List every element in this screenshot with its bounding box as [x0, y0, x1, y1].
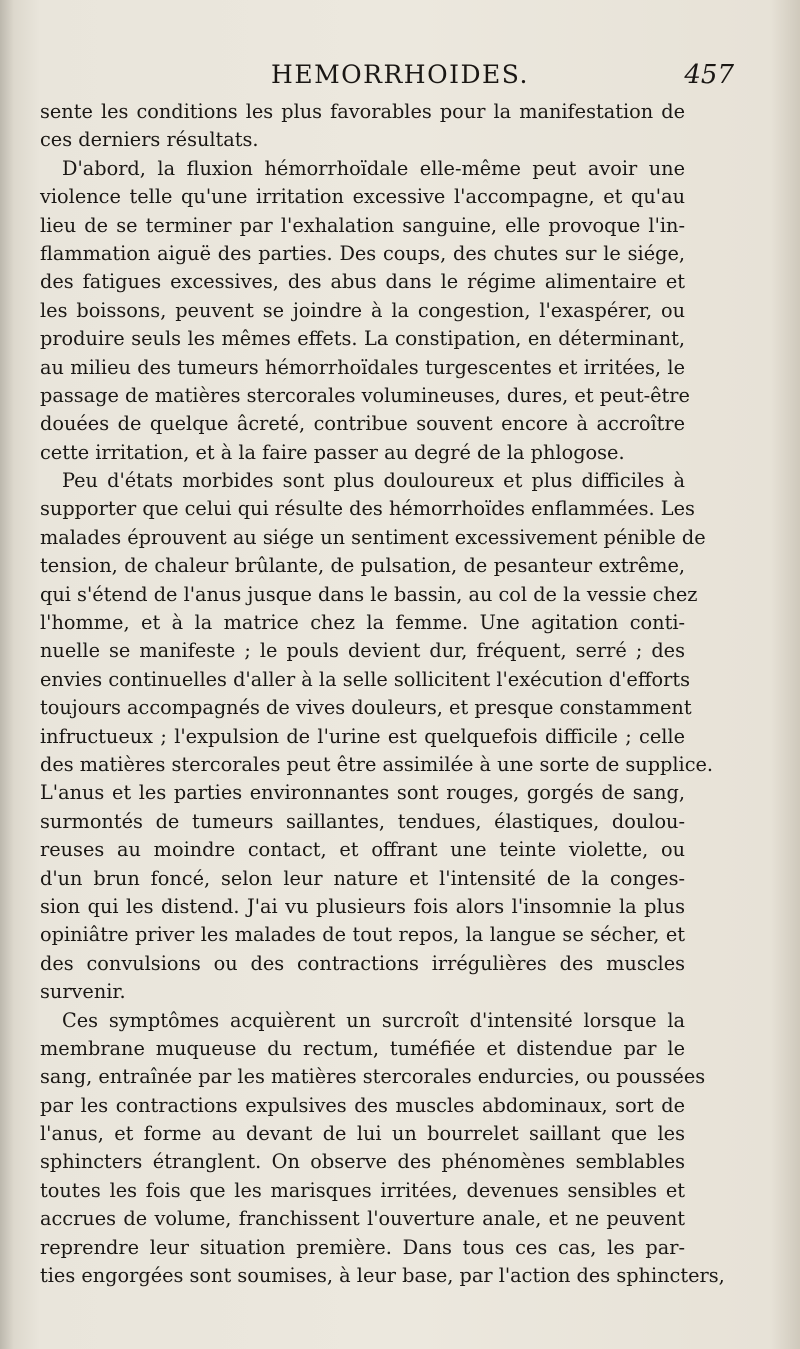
page-edge-shadow: [0, 0, 14, 1349]
text-line: cette irritation, et à la faire passer au degré de la phlogose.: [40, 440, 625, 464]
text-line: Peu d'états morbides sont plus douloureux et plus difficiles à: [62, 469, 685, 493]
text-line: L'anus et les parties environnantes sont rouges, gorgés de sang,: [40, 781, 685, 805]
page-header: [0, 58, 800, 98]
running-head: HEMORRHOIDES.: [271, 60, 529, 89]
text-line: opiniâtre priver les malades de tout repos, la langue se sécher, et: [40, 923, 685, 947]
text-line: des matières stercorales peut être assimilée à une sorte de supplice.: [40, 752, 714, 776]
text-line: surmontés de tumeurs saillantes, tendues, élastiques, doulou-: [40, 809, 685, 833]
text-line: l'anus, et forme au devant de lui un bourrelet saillant que les: [40, 1122, 685, 1146]
text-line: des fatigues excessives, des abus dans le régime alimentaire et: [40, 270, 685, 294]
text-line: les boissons, peuvent se joindre à la congestion, l'exaspérer, ou: [40, 298, 685, 322]
text-line: accrues de volume, franchissent l'ouverture anale, et ne peuvent: [40, 1207, 685, 1231]
text-line: D'abord, la fluxion hémorrhoïdale elle-même peut avoir une: [62, 156, 685, 180]
text-line: ces derniers résultats.: [40, 128, 259, 152]
text-line: passage de matières stercorales volumineuses, dures, et peut-être: [40, 383, 690, 407]
text-line: toutes les fois que les marisques irritées, devenues sensibles et: [40, 1178, 685, 1202]
text-line: infructueux ; l'expulsion de l'urine est quelquefois difficile ; celle: [40, 724, 685, 748]
text-line: sang, entraînée par les matières stercorales endurcies, ou poussées: [40, 1065, 706, 1089]
text-line: sente les conditions les plus favorables pour la manifestation de: [40, 100, 685, 123]
text-line: l'homme, et à la matrice chez la femme. Une agitation conti-: [40, 611, 685, 635]
text-line: supporter que celui qui résulte des hémorrhoïdes enflammées. Les: [40, 497, 695, 521]
text-line: reprendre leur situation première. Dans tous ces cas, les par-: [40, 1235, 685, 1259]
text-line: tension, de chaleur brûlante, de pulsation, de pesanteur extrême,: [40, 554, 685, 578]
text-line: produire seuls les mêmes effets. La constipation, en déterminant,: [40, 327, 685, 351]
text-line: d'un brun foncé, selon leur nature et l'intensité de la conges-: [40, 866, 685, 890]
text-line: toujours accompagnés de vives douleurs, et presque constamment: [40, 696, 692, 720]
text-line: membrane muqueuse du rectum, tuméfiée et distendue par le: [40, 1036, 685, 1060]
body-text: [40, 98, 725, 1290]
text-line: sion qui les distend. J'ai vu plusieurs fois alors l'insomnie la plus: [40, 894, 685, 918]
text-line: malades éprouvent au siége un sentiment excessivement pénible de: [40, 525, 706, 549]
text-line: ties engorgées sont soumises, à leur base, par l'action des sphincters,: [40, 1264, 725, 1288]
text-line: qui s'étend de l'anus jusque dans le bassin, au col de la vessie chez: [40, 582, 698, 606]
text-line: lieu de se terminer par l'exhalation sanguine, elle provoque l'in-: [40, 213, 685, 237]
text-line: nuelle se manifeste ; le pouls devient dur, fréquent, serré ; des: [40, 639, 685, 663]
text-line: reuses au moindre contact, et offrant une teinte violette, ou: [40, 838, 685, 862]
text-line: envies continuelles d'aller à la selle sollicitent l'exécution d'efforts: [40, 667, 690, 691]
page-number: 457: [684, 60, 734, 90]
text-line: des convulsions ou des contractions irrégulières des muscles: [40, 951, 685, 975]
text-line: Ces symptômes acquièrent un surcroît d'intensité lorsque la: [62, 1008, 685, 1032]
text-line: violence telle qu'une irritation excessive l'accompagne, et qu'au: [40, 185, 685, 209]
text-line: douées de quelque âcreté, contribue souvent encore à accroître: [40, 412, 685, 436]
text-line: au milieu des tumeurs hémorrhoïdales turgescentes et irritées, le: [40, 355, 685, 379]
text-line: sphincters étranglent. On observe des phénomènes semblables: [40, 1150, 685, 1174]
text-line: par les contractions expulsives des muscles abdominaux, sort de: [40, 1093, 685, 1117]
text-line: survenir.: [40, 980, 126, 1004]
text-line: flammation aiguë des parties. Des coups, des chutes sur le siége,: [40, 241, 685, 265]
